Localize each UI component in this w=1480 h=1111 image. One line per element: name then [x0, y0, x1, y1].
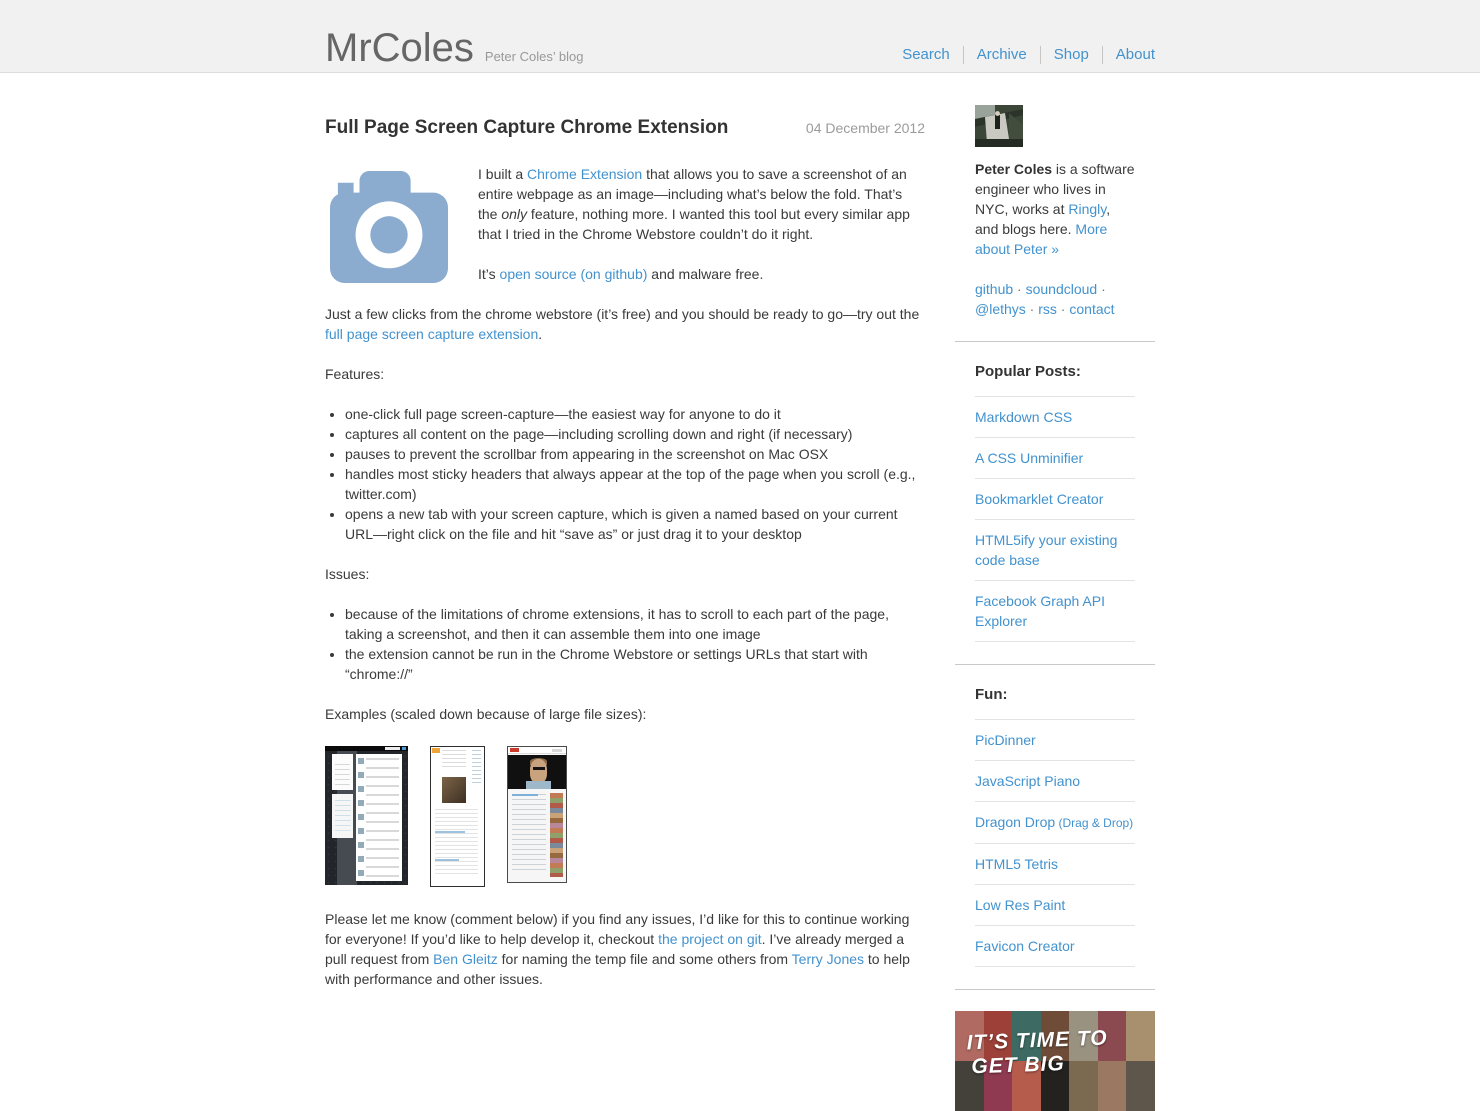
bio-name: Peter Coles — [975, 161, 1053, 177]
webstore-text-2: . — [538, 326, 543, 342]
blog-link-line — [435, 831, 465, 833]
list-item — [975, 761, 1135, 802]
feature-item: • opens a new tab with your screen capture, which is given a named based on your current URL—right click on the file and hit “save as” or just drag it to your desktop — [345, 504, 925, 544]
popular-post-link[interactable]: Facebook Graph API Explorer — [975, 593, 1105, 629]
fun-link[interactable]: Dragon Drop (Drag & Drop) — [975, 814, 1134, 830]
fun-heading: Fun: — [975, 665, 1135, 720]
feature-item: • one-click full page screen-capture—the easiest way for anyone to do it — [345, 404, 925, 424]
soundcloud-link[interactable]: soundcloud — [1025, 281, 1098, 297]
issues-list — [325, 604, 925, 684]
issues-heading: Issues: — [325, 566, 370, 582]
site-tagline: Peter Coles’ blog — [484, 49, 584, 64]
outro-text-3: for naming the temp file and some others from — [497, 951, 792, 967]
contact-link[interactable]: contact — [1069, 301, 1115, 317]
nav-shop[interactable]: Shop — [1040, 46, 1102, 64]
nav-search[interactable]: Search — [902, 46, 950, 63]
avatar — [975, 105, 1023, 147]
fun-link[interactable]: HTML5 Tetris — [975, 856, 1058, 872]
youtube-related-thumbs — [550, 793, 563, 877]
features-list — [325, 404, 925, 544]
webstore-text-1: Just a few clicks from the chrome webstore (it’s free) and you should be ready to go—try out the — [325, 306, 920, 322]
dot-separator: · — [1025, 301, 1039, 317]
feature-item: • captures all content on the page—including scrolling down and right (if necessary) — [345, 424, 925, 444]
twitter-lethys-link[interactable]: @lethys — [975, 301, 1026, 317]
youtube-logo — [510, 748, 519, 752]
project-git-link[interactable]: the project on git — [658, 931, 762, 947]
intro-block — [325, 164, 925, 344]
list-item — [975, 926, 1135, 967]
page-container — [325, 73, 1155, 1111]
twitter-timeline — [356, 754, 402, 881]
list-item — [975, 479, 1135, 520]
popular-post-link[interactable]: HTML5ify your existing code base — [975, 532, 1118, 568]
nav-about[interactable]: About — [1102, 46, 1155, 64]
terry-jones-link[interactable]: Terry Jones — [791, 951, 865, 967]
ben-gleitz-link[interactable]: Ben Gleitz — [433, 951, 498, 967]
list-item — [975, 520, 1135, 581]
intro-emphasis: only — [501, 206, 528, 222]
sidebar-divider — [955, 989, 1155, 990]
list-item — [975, 581, 1135, 642]
feature-item: • handles most sticky headers that always appear at the top of the page when you scroll (e.g., twitter.com) — [345, 464, 925, 504]
fun-link[interactable]: Favicon Creator — [975, 938, 1075, 954]
list-item — [975, 720, 1135, 761]
feature-item: • pauses to prevent the scrollbar from appearing in the screenshot on Mac OSX — [345, 444, 925, 464]
fun-list — [975, 720, 1135, 967]
youtube-description-lines — [512, 794, 546, 874]
blog-link-line-2 — [435, 859, 459, 861]
site-logo[interactable]: MrColes — [325, 26, 474, 70]
issue-item: • because of the limitations of chrome extensions, it has to scroll to each part of the page, taking a screenshot, and then it can assemble them into one image — [345, 604, 925, 644]
example-thumbnail-twitter[interactable] — [325, 746, 408, 885]
article — [325, 73, 925, 1009]
fun-link[interactable]: JavaScript Piano — [975, 773, 1081, 789]
blog-top-lines — [442, 750, 466, 770]
example-thumbnail-youtube[interactable] — [507, 746, 567, 883]
popular-posts-heading: Popular Posts: — [975, 342, 1135, 397]
webstore-extension-link[interactable]: full page screen capture extension — [325, 326, 539, 342]
list-item — [975, 802, 1135, 844]
nav-archive[interactable]: Archive — [963, 46, 1040, 64]
main-nav — [889, 46, 1155, 72]
list-item — [975, 885, 1135, 926]
brand — [325, 26, 583, 72]
post-date: 04 December 2012 — [805, 120, 925, 136]
twitter-profile-card — [332, 754, 353, 790]
popular-post-link[interactable]: Bookmarklet Creator — [975, 491, 1104, 507]
fun-section — [955, 665, 1155, 967]
post-header — [325, 73, 925, 138]
post-title: Full Page Screen Capture Chrome Extension — [325, 117, 729, 138]
open-source-text-2: and malware free. — [647, 266, 764, 282]
fun-link[interactable]: PicDinner — [975, 732, 1036, 748]
fun-link-suffix: (Drag & Drop) — [1055, 816, 1134, 830]
dot-separator: · — [1013, 281, 1026, 297]
bio-text-2: , and blogs here. — [975, 201, 1111, 237]
list-item — [975, 397, 1135, 438]
youtube-link-line — [512, 794, 538, 796]
youtube-sunglasses — [533, 767, 545, 770]
twitter-avatars — [358, 758, 364, 879]
youtube-shirt — [526, 781, 551, 789]
open-source-text-1: It’s — [478, 266, 500, 282]
github-source-link[interactable]: open source (on github) — [499, 266, 648, 282]
popular-posts-list — [975, 397, 1135, 642]
examples-row — [325, 746, 925, 887]
twitter-tweet-lines — [366, 758, 399, 879]
features-heading: Features: — [325, 366, 385, 382]
bio-text — [975, 159, 1135, 259]
list-item — [975, 844, 1135, 885]
rss-link[interactable]: rss — [1038, 301, 1057, 317]
list-item — [975, 438, 1135, 479]
intro-text-2: that allows you to save a screenshot of an entire webpage as an image—including what’s below the fold. That’s the — [478, 166, 907, 222]
popular-post-link[interactable]: Markdown CSS — [975, 409, 1073, 425]
github-link[interactable]: github — [975, 281, 1014, 297]
popular-posts-section — [955, 342, 1155, 642]
blog-logo — [432, 748, 440, 753]
sidebar-bio-section — [955, 105, 1155, 319]
blog-photo — [442, 777, 466, 803]
site-header — [0, 0, 1480, 73]
camera-icon — [330, 170, 448, 284]
intro-text-1: I built a — [478, 166, 528, 182]
more-about-peter-link[interactable]: More about Peter » — [975, 221, 1108, 257]
intro-text-3: feature, nothing more. I wanted this tool but every similar app that I tried in the Chrome Webstore couldn’t do it right. — [478, 206, 910, 242]
example-thumbnail-blog[interactable] — [430, 746, 485, 887]
chrome-extension-link[interactable]: Chrome Extension — [527, 166, 643, 182]
outro-paragraph — [325, 909, 925, 989]
outro-text-2: . I’ve already merged a pull request from — [325, 931, 905, 967]
bio-text-1: is a software engineer who lives in NYC, works at — [975, 161, 1135, 217]
dot-separator: · — [1056, 301, 1070, 317]
get-big-ad-image[interactable] — [955, 1011, 1155, 1111]
ringly-link[interactable]: Ringly — [1068, 201, 1107, 217]
twitter-trends-card — [332, 794, 353, 838]
issue-item: • the extension cannot be run in the Chrome Webstore or settings URLs that start with “chrome://” — [345, 644, 925, 684]
outro-text-1: Please let me know (comment below) if you find any issues, I’d like for this to continue working for everyone! If you’d like to help develop it, checkout — [325, 911, 910, 947]
examples-heading: Examples (scaled down because of large file sizes): — [325, 706, 647, 722]
webstore-paragraph — [325, 304, 925, 344]
ad-text: IT’S TIME TO GET BIG — [966, 1026, 1109, 1079]
social-links — [975, 279, 1135, 319]
blog-body-lines — [435, 809, 478, 875]
outro-text-4: to help with performance and other issues. — [325, 951, 910, 987]
sidebar — [955, 73, 1155, 1111]
youtube-face — [530, 759, 547, 783]
dot-separator: · — [1097, 281, 1106, 297]
blog-sidebar-lines — [472, 750, 481, 784]
twitter-searchbox — [385, 747, 400, 750]
popular-post-link[interactable]: A CSS Unminifier — [975, 450, 1084, 466]
twitter-button — [402, 747, 406, 750]
fun-link[interactable]: Low Res Paint — [975, 897, 1066, 913]
youtube-searchbar — [552, 749, 562, 752]
